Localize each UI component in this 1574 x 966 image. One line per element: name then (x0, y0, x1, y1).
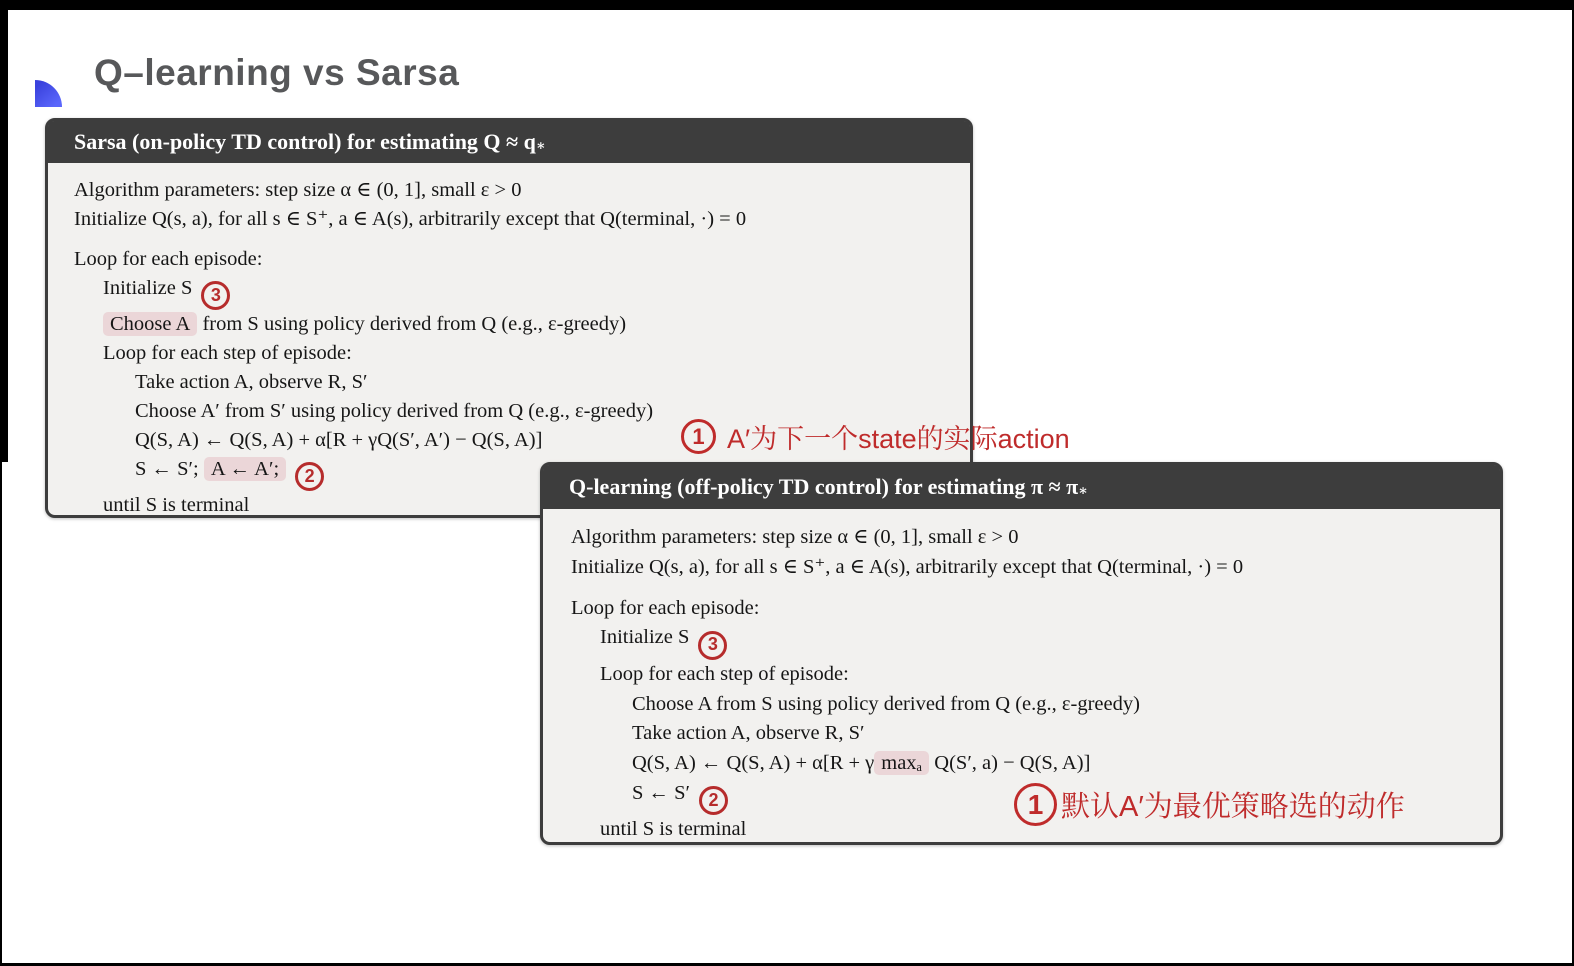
line-text: Choose A from S using policy derived from Q (e.g., ε-greedy) (632, 692, 1140, 715)
algorithm-line (74, 310, 954, 339)
algorithm-line (571, 660, 1484, 690)
window-frame-top (0, 0, 1574, 10)
line-text: Take action A, observe R, S′ (632, 722, 865, 745)
line-text: Q(S, A) ← Q(S, A) + α[R + γQ(S′, A′) − Q(S, A)] (135, 429, 543, 451)
title-accent-shape (35, 80, 62, 107)
window-frame-left (0, 0, 2, 966)
line-text: Loop for each episode: (74, 248, 263, 270)
line-text: Loop for each episode: (571, 596, 760, 619)
algorithm-line (571, 523, 1484, 553)
line-text: Loop for each step of episode: (103, 342, 352, 364)
line-text: Initialize S (103, 277, 193, 299)
algorithm-line (571, 749, 1484, 779)
algorithm-line (571, 719, 1484, 749)
algorithm-line (74, 176, 954, 205)
q-learning-annotation (1014, 783, 1405, 826)
line-text: Loop for each step of episode: (600, 662, 849, 685)
circled-number-2: 2 (295, 462, 324, 491)
line-text: until S is terminal (600, 818, 747, 841)
algorithm-line (74, 368, 954, 397)
algorithm-line (74, 245, 954, 274)
line-text: Initialize Q(s, a), for all s ∈ S⁺, a ∈ A(s), arbitrarily except that Q(terminal, ·) = 0 (571, 555, 1244, 578)
sarsa-algorithm-box (45, 118, 973, 518)
circled-number-3: 3 (201, 281, 230, 310)
subscript-star: ∗ (1078, 482, 1089, 499)
line-text: Algorithm parameters: step size α ∈ (0, 1], small ε > 0 (74, 179, 522, 201)
line-text: Initialize Q(s, a), for all s ∈ S⁺, a ∈ A(s), arbitrarily except that Q(terminal, ·) = 0 (74, 208, 747, 230)
subscript-star: ∗ (535, 137, 546, 154)
line-text: Q(S′, a) − Q(S, A)] (929, 752, 1091, 775)
slide-title: Q–learning vs Sarsa (94, 52, 460, 93)
highlight-max-a: maxₐ (874, 751, 929, 775)
q-learning-box-header (543, 465, 1500, 509)
sarsa-annotation (681, 417, 1070, 456)
q-learning-box-title: Q-learning (off-policy TD control) for estimating π ≈ π (569, 474, 1079, 499)
sarsa-annotation-text: A′为下一个state的实际action (727, 424, 1070, 454)
algorithm-line (74, 274, 954, 310)
algorithm-line (571, 623, 1484, 659)
circled-number-3: 3 (698, 631, 727, 660)
highlight-a-update: A ← A′; (204, 457, 286, 481)
line-text: from S using policy derived from Q (e.g., ε-greedy) (197, 313, 627, 335)
sarsa-box-title: Sarsa (on-policy TD control) for estimating Q ≈ q (74, 129, 536, 154)
line-text: S ← S′ (632, 781, 691, 804)
circled-number-1: 1 (681, 419, 716, 454)
algorithm-line (571, 553, 1484, 583)
line-text: Take action A, observe R, S′ (135, 371, 368, 393)
algorithm-line (74, 339, 954, 368)
algorithm-line (571, 690, 1484, 720)
sarsa-box-header (48, 121, 970, 163)
highlight-choose-a: Choose A (103, 312, 197, 336)
algorithm-line (571, 594, 1484, 624)
line-text: Choose A′ from S′ using policy derived from Q (e.g., ε-greedy) (135, 400, 654, 422)
line-text: until S is terminal (103, 494, 250, 516)
line-text: Initialize S (600, 626, 690, 649)
line-text: S ← S′; (135, 458, 204, 480)
circled-number-1: 1 (1014, 783, 1057, 826)
algorithm-line (74, 205, 954, 234)
circled-number-2: 2 (699, 786, 728, 815)
line-text: Algorithm parameters: step size α ∈ (0, 1], small ε > 0 (571, 526, 1019, 548)
q-learning-annotation-text: 默认A′为最优策略选的动作 (1061, 791, 1405, 823)
line-text: Q(S, A) ← Q(S, A) + α[R + γ (632, 752, 875, 775)
